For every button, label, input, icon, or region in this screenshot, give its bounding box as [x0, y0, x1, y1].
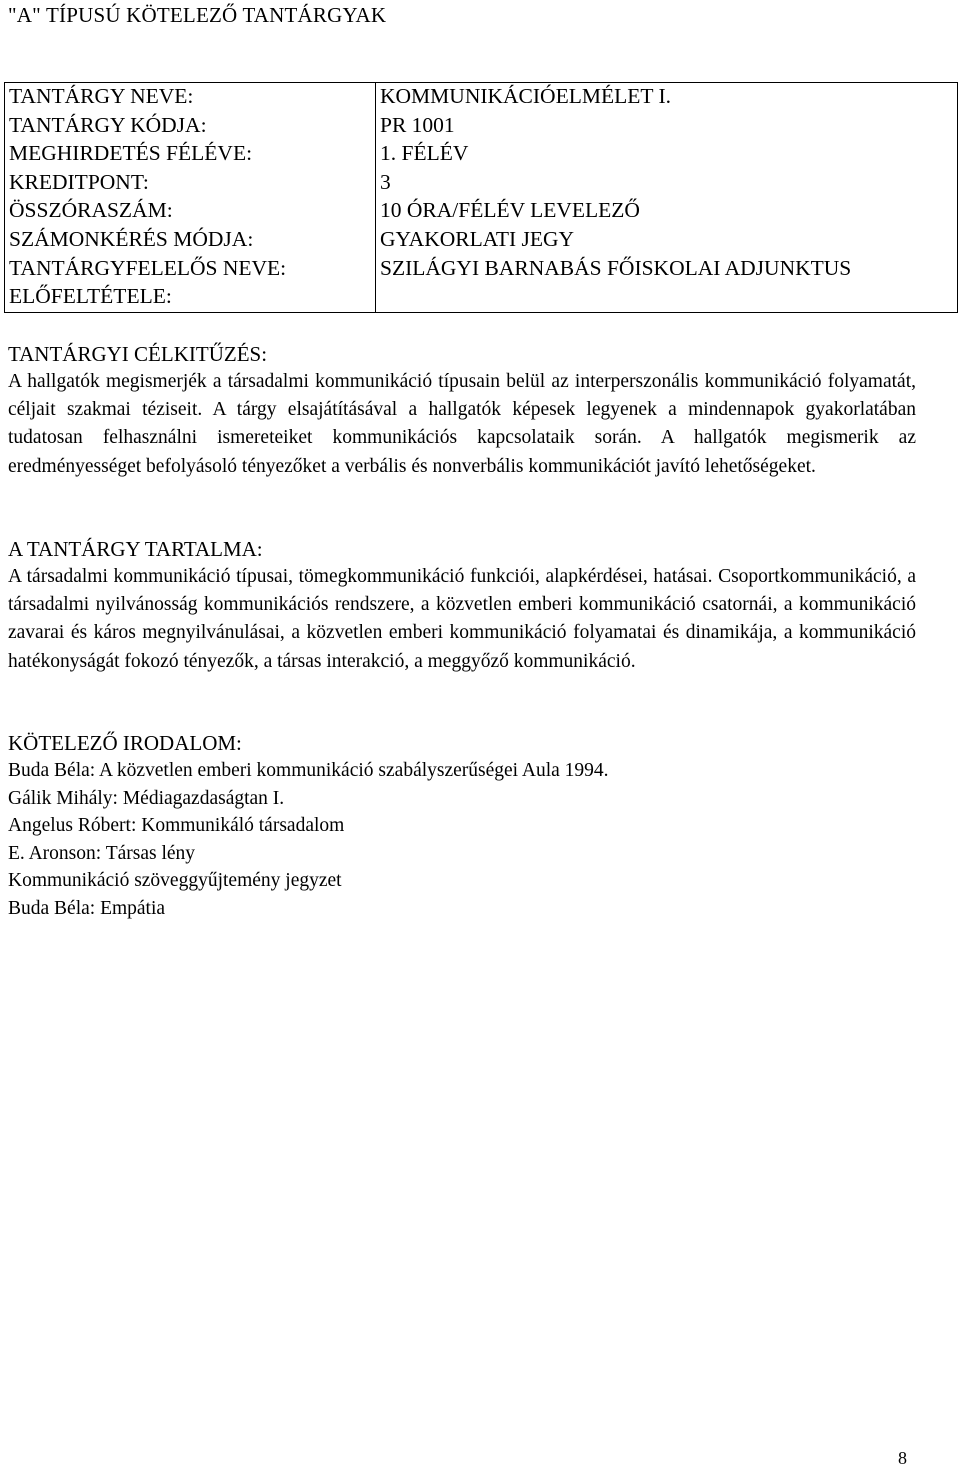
table-row: [5, 226, 958, 255]
table-row: [5, 83, 958, 112]
course-name-value: KOMMUNIKÁCIÓELMÉLET I.: [376, 83, 958, 112]
table-row: [5, 283, 958, 312]
content-paragraph: A társadalmi kommunikáció típusai, tömegkommunikáció funkciói, alapkérdései, hatásai. Csoportkommunikáció, a társadalmi nyilvánosság kommunikációs rendszere, a közvetlen emberi kommunikáció csatornái, a kommunikáció zavarai és káros megnyilvánulásai, a közvetlen emberi kommunikáció folyamatai és dinamikája, a kommunikáció hatékonyságát fokozó tényezők, a társas interakció, a meggyőző kommunikáció.: [8, 566, 916, 672]
assessment-value: GYAKORLATI JEGY: [376, 226, 958, 255]
responsible-label: TANTÁRGYFELELŐS NEVE:: [5, 255, 376, 284]
semester-value: 1. FÉLÉV: [376, 140, 958, 169]
objectives-paragraph: A hallgatók megismerjék a társadalmi kommunikáció típusain belül az interperszonális kommunikáció folyamatát, céljait szakmai téziseit. A tárgy elsajátításával a hallgatók képesek legyenek a mindennapok gyakorlatában tudatosan felhasználni ismereteiket kommunikációs kapcsolataik során. A hallgatók megismerik az eredményességet befolyásoló tényezőket a verbális és nonverbális kommunikációt javító lehetőségeket.: [8, 371, 916, 477]
list-item: Kommunikáció szöveggyűjtemény jegyzet: [8, 870, 342, 892]
literature-title: KÖTELEZŐ IRODALOM:: [8, 731, 242, 755]
content-text: [8, 563, 916, 676]
list-item: Buda Béla: A közvetlen emberi kommunikáció szabályszerűségei Aula 1994.: [8, 760, 609, 781]
course-code-value: PR 1001: [376, 112, 958, 141]
list-item: Buda Béla: Empátia: [8, 897, 166, 919]
literature-list: [8, 757, 916, 923]
table-row: [5, 169, 958, 198]
objectives-title: TANTÁRGYI CÉLKITŰZÉS:: [8, 342, 268, 366]
course-code-label: TANTÁRGY KÓDJA:: [5, 112, 376, 141]
objectives-section: [8, 340, 916, 481]
list-item: Gálik Mihály: Médiagazdaságtan I.: [8, 787, 285, 809]
table-row: [5, 255, 958, 284]
semester-label: MEGHIRDETÉS FÉLÉVE:: [5, 140, 376, 169]
table-row: [5, 197, 958, 226]
page-number: 8: [898, 1448, 907, 1468]
literature-section: [8, 729, 916, 923]
total-hours-value: 10 ÓRA/FÉLÉV LEVELEZŐ: [376, 197, 958, 226]
list-item: Angelus Róbert: Kommunikáló társadalom: [8, 815, 345, 837]
credits-value: 3: [376, 169, 958, 198]
total-hours-label: ÖSSZÓRASZÁM:: [5, 197, 376, 226]
assessment-label: SZÁMONKÉRÉS MÓDJA:: [5, 226, 376, 255]
prerequisite-value: [376, 283, 958, 312]
objectives-text: [8, 368, 916, 481]
credits-label: KREDITPONT:: [5, 169, 376, 198]
responsible-value: SZILÁGYI BARNABÁS FŐISKOLAI ADJUNKTUS: [376, 255, 958, 284]
course-info-table: [4, 82, 958, 313]
page-heading: "A" TÍPUSÚ KÖTELEZŐ TANTÁRGYAK: [8, 3, 387, 27]
content-section: [8, 535, 916, 676]
table-row: [5, 140, 958, 169]
list-item: E. Aronson: Társas lény: [8, 842, 196, 864]
content-title: A TANTÁRGY TARTALMA:: [8, 537, 263, 561]
course-name-label: TANTÁRGY NEVE:: [5, 83, 376, 112]
table-row: [5, 112, 958, 141]
prerequisite-label: ELŐFELTÉTELE:: [5, 283, 376, 312]
